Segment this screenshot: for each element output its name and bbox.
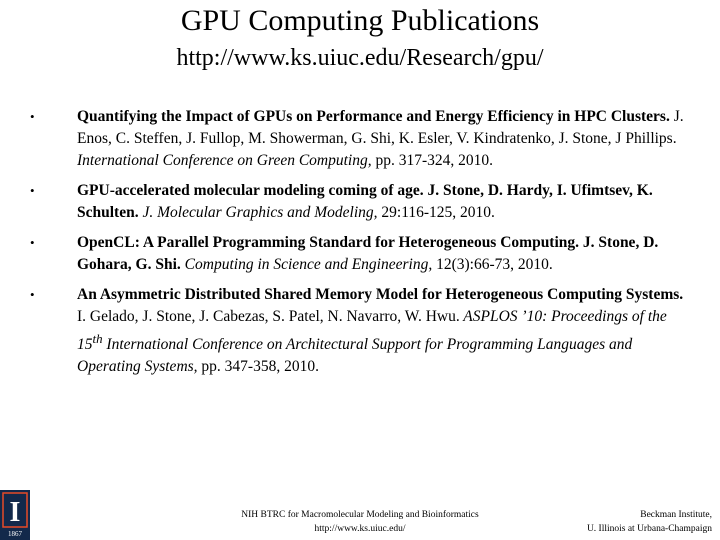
publication-authors: I. Gelado, J. Stone, J. Cabezas, S. Patel, N. Navarro, W. Hwu. (77, 308, 460, 325)
bullet-icon: • (30, 109, 35, 124)
publication-item (30, 232, 690, 276)
publication-title: OpenCL: A Parallel Programming Standard for Heterogeneous Computing. (77, 234, 580, 251)
page-subtitle-url: http://www.ks.uiuc.edu/Research/gpu/ (176, 45, 544, 71)
publication-item (30, 106, 690, 172)
publication-details: 29:116-125, 2010. (377, 204, 495, 221)
logo-letter: I (9, 497, 21, 528)
publication-authors: J. Enos, C. Steffen, J. Fullop, M. Showerman, G. Shi, K. Esler, V. Kindratenko, J. Stone, J Phillips. (77, 108, 684, 147)
logo-year: 1867 (8, 530, 22, 538)
publication-venue: J. Molecular Graphics and Modeling, (138, 204, 378, 221)
publication-title: GPU-accelerated molecular modeling coming of age. (77, 182, 424, 199)
footer-left-org: NIH BTRC for Macromolecular Modeling and Bioinformatics (241, 510, 479, 520)
publication-venue: International Conference on Green Computing, (77, 152, 372, 169)
publication-details: pp. 347-358, 2010. (197, 358, 319, 376)
bullet-icon: • (30, 287, 35, 302)
publication-authors: J. Stone, D. Hardy, I. Ufimtsev, K. Schulten. (77, 182, 653, 221)
publication-list (30, 106, 690, 386)
publication-venue-superscript: th (92, 331, 103, 346)
publication-venue-part: ASPLOS ’10: Proceedings of the 15 (77, 308, 667, 354)
footer-right-university: U. Illinois at Urbana-Champaign (586, 524, 712, 534)
publication-venue: Computing in Science and Engineering, (180, 256, 433, 273)
university-logo (0, 490, 30, 540)
footer-left (215, 508, 505, 536)
publication-title: Quantifying the Impact of GPUs on Performance and Energy Efficiency in HPC Clusters. (77, 108, 670, 125)
publication-details: pp. 317-324, 2010. (371, 152, 494, 169)
publication-authors: J. Stone, D. Gohara, G. Shi. (77, 234, 659, 273)
publication-title: An Asymmetric Distributed Shared Memory Model for Heterogeneous Computing Systems. (77, 286, 684, 303)
bullet-icon: • (30, 183, 35, 198)
publication-item (30, 284, 690, 378)
publication-item (30, 180, 690, 224)
footer-left-url: http://www.ks.uiuc.edu/ (314, 524, 406, 534)
footer-right (540, 508, 712, 536)
publication-venue-part: International Conference on Architectural Support for Programming Languages and Operating Systems, (77, 336, 633, 376)
bullet-icon: • (30, 235, 35, 250)
footer-right-institute: Beckman Institute, (640, 510, 712, 520)
illinois-block-i-icon (0, 490, 30, 540)
page-title: GPU Computing Publications (180, 4, 540, 37)
publication-details: 12(3):66-73, 2010. (432, 256, 553, 273)
